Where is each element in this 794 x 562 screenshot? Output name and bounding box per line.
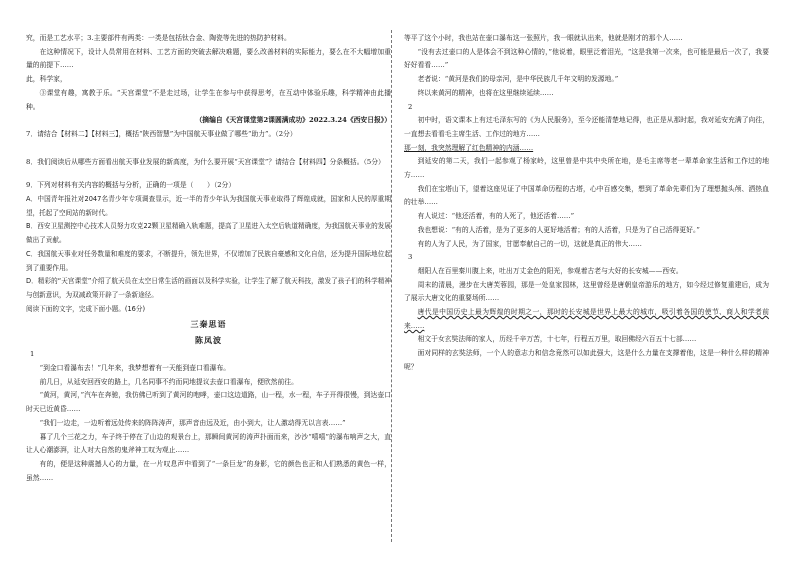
section-number: 1	[30, 350, 35, 359]
reading-intro: 阅读下面的文字，完成下面小题。(16分)	[26, 304, 146, 313]
question-7: 7．请结合【材料二】【材料三】，概括“陕西智慧”为中国航天事业做了哪些“助力”。（2分）	[26, 129, 297, 138]
material-paragraph: 此，科学家，	[26, 75, 67, 84]
option-c: C．我国航天事业对任务数量和难度的要求，不断提升，领先世界，不仅增加了民族自豪感和文化自信，还为提升国际地位起到了重要作用。	[26, 249, 391, 272]
essay-paragraph: 有的人为了人民，为了国家，甘愿奉献自己的一切，这就是真正的伟大……	[417, 239, 642, 248]
essay-paragraph: “没有去过壶口的人是体会不到这种心情的，”他说着，眼里泛着泪光，“这是我第一次来，也可能是最后一次了，我要好好看看……”	[404, 47, 769, 70]
material-paragraph: 究，而是工艺水平；3.主要部件有两类：一类是包括钛合金、陶瓷等先进的热防护材料。	[26, 34, 291, 42]
section-number: 2	[408, 102, 413, 111]
option-a: A．中国青年报社对2047名青少年专项调查显示，近一半的青少年认为我国航天事业取得了辉煌成就，国家和人民的厚重期望，托起了空间站的新时代。	[26, 195, 391, 217]
right-column	[404, 32, 769, 375]
wavy-underlined-paragraph: 唐代是中国历史上最为辉煌的时期之一，那时的长安城是世界上最大的城市，吸引着各国的使节、商人和学者前来……	[404, 308, 769, 330]
essay-paragraph: “黄河，黄河，”汽车在奔驰，我仿佛已听到了黄河的咆哮，壶口这边道路，山一程，水一程，车子开得很慢，到达壶口时天已近黄昏……	[26, 391, 391, 414]
essay-author: 陈凤波	[195, 335, 222, 346]
option-d: D．精彩的“天宫课堂”介绍了航天员在太空日常生活的画面以及科学实验，让学生了解了航天科技，激发了孩子们的科学精神与创新意识，为双减政策开辟了一条新途径。	[26, 277, 391, 299]
essay-paragraph: “我们一边走，一边听着远处传来的阵阵涛声，那声音由远及近，由小到大，让人激动得无以言表……”	[39, 418, 346, 427]
option-b: B．西安卫星测控中心技术人员努力攻克22颗卫星精确入轨难题，提高了卫星进入太空后轨道精确度，为我国航天事业的发展做出了贡献。	[26, 222, 391, 245]
essay-paragraph: 老者说：“黄河是我们的母亲河，是中华民族几千年文明的发源地。”	[417, 75, 619, 84]
essay-paragraph: 周末的清晨，漫步在大唐芙蓉园，那是一处皇家园林，这里曾经是唐朝皇帝游乐的地方，如今经过修复重建后，成为了展示大唐文化的重要场所……	[404, 280, 769, 303]
underlined-sentence: 那一刻，我突然理解了红色精神的内涵……	[404, 143, 534, 152]
essay-paragraph: 烟阳人在百里秦川腹上来，吐出万丈金色的阳光，参观着古老与大好的长安城——西安。	[417, 266, 683, 275]
essay-paragraph: “到金口看瀑布去！”几年来，我梦想着有一天能到壶口看瀑布。	[39, 364, 231, 373]
essay-paragraph: 相文于女玄奘法师的家人，历经千辛万苦，十七年，行程五万里，取回佛经六百五十七部……	[417, 335, 697, 344]
essay-paragraph: 暮了几个三花之力，车子终于停在了山边的观景台上，那瞬间黄河的涛声扑面而来，沙沙“嘻嘻”的瀑布响声之大，直让人心潮澎湃，让人对大自然的鬼斧神工叹为观止……	[26, 432, 391, 455]
answer-space	[26, 142, 391, 156]
essay-paragraph: 等平了这个小时，我也站在壶口瀑布这一张照片，我一眼就认出来，他就是刚才的那个人……	[404, 34, 683, 42]
essay-title: 三秦思语	[190, 319, 227, 330]
material-paragraph: 在这种情况下，设计人员常用在材料、工艺方面的突破去解决难题，要么改善材料的实际能力，要么在不大幅增加重量的前提下……	[26, 47, 391, 70]
section-number: 3	[408, 253, 413, 262]
source-citation: （摘编自《天宫课堂第2课圆满成功》2022.3.24《西安日报》）	[195, 116, 391, 125]
essay-paragraph: 我们在宝塔山下，望着这座见证了中国革命历程的古塔，心中百感交集，想到了革命先辈们为了理想抛头颅、洒热血的壮举……	[404, 184, 769, 207]
essay-paragraph: 到延安的第二天，我们一起参观了杨家岭，这里曾是中共中央所在地，是毛主席等老一辈革命家生活和工作过的地方……	[404, 157, 769, 180]
question-9: 9．下列对材料有关内容的概括与分析，正确的一项是（ ）（2分）	[26, 181, 236, 190]
essay-paragraph: 有人说过：“他还活着，有的人死了，他还活着……”	[417, 212, 575, 221]
question-8: 8．我们阅读后从哪些方面看出航天事业发展的新高度，为什么要开展“天宫课堂”？请结合【材料四】分条概括。（5分）	[26, 157, 385, 166]
essay-paragraph: 初中时，语文课本上有过毛泽东写的《为人民服务》，至今还能清楚地记得，也正是从那时起，我对延安充满了向往，一直想去看看毛主席生活、工作过的地方……	[404, 116, 769, 138]
essay-paragraph: 前几日，从延安回西安的路上，几名同事不约而同地提议去壶口看瀑布，便欣然前往。	[39, 377, 298, 386]
left-column	[26, 32, 391, 485]
essay-paragraph: 面对同样的玄奘法师，一个人的意志力和信念竟然可以如此强大，这是什么力量在支撑着他，这是一种什么样的精神呢？	[404, 349, 769, 371]
answer-space	[26, 169, 391, 179]
column-divider	[391, 30, 392, 542]
essay-paragraph: 终以来黄河的精神，也将在这里继续延续……	[417, 88, 554, 97]
essay-paragraph: 我也想说：“有的人活着，是为了更多的人更好地活着；有的人活着，只是为了自己活得更好。”	[417, 225, 700, 234]
material-paragraph: ③课堂有趣，寓教于乐。“天宫课堂”不是走过场，让学生在参与中获得思考，在互动中体验乐趣，科学精神由此播种。	[26, 88, 391, 111]
essay-paragraph: 有的，便是这种震撼人心的力量，在一片叹息声中看到了“一条巨龙”的身影，它的颜色也正和人们熟悉的黄色一样，虽然……	[26, 459, 391, 482]
